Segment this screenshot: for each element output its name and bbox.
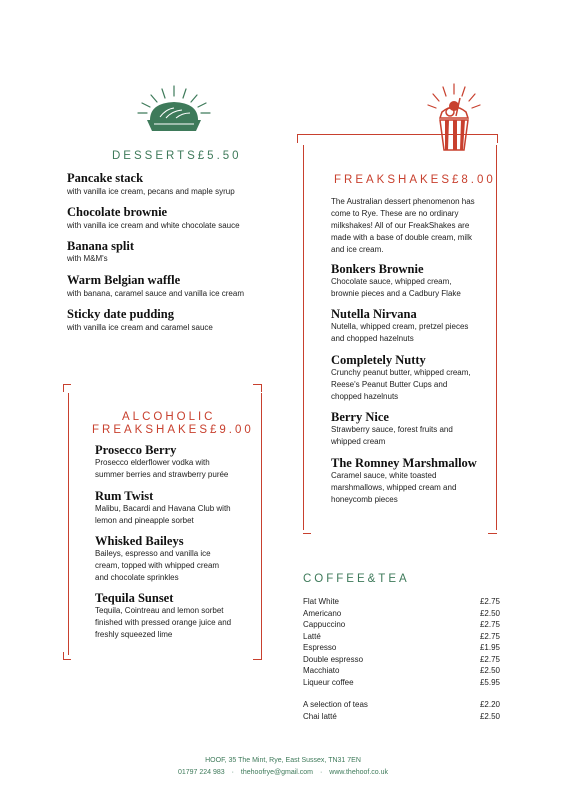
- alcoholic-name: Tequila Sunset: [95, 591, 174, 605]
- coffee-item-name: Flat White: [303, 597, 340, 606]
- alcoholic-name: Whisked Baileys: [95, 534, 184, 548]
- coffee-heading: COFFEE&TEA: [303, 573, 410, 585]
- coffee-item-name: Americano: [303, 609, 342, 618]
- freakshakes-heading: FREAKSHAKES£8.00: [334, 174, 496, 186]
- freakshake-desc: Caramel sauce, white toasted marshmallows, whipped cream and honeycomb pieces: [331, 471, 457, 504]
- freakshake-name: Berry Nice: [331, 410, 389, 424]
- footer-contact: [0, 769, 566, 776]
- dessert-name: Banana split: [67, 239, 135, 253]
- alcoholic-desc: Baileys, espresso and vanilla ice cream, topped with whipped cream and chocolate sprinkles: [95, 549, 220, 582]
- coffee-item-name: A selection of teas: [303, 700, 368, 709]
- milkshake-cup-icon: [426, 82, 482, 154]
- coffee-row: [303, 643, 500, 652]
- coffee-row: [303, 678, 500, 687]
- dessert-desc: with M&M's: [67, 254, 108, 263]
- freakshake-desc: Strawberry sauce, forest fruits and whipped cream: [331, 425, 453, 446]
- footer-separator: ·: [231, 769, 234, 776]
- coffee-item-price: £2.20: [479, 700, 500, 709]
- alcoholic-name: Rum Twist: [95, 489, 154, 503]
- alcoholic-desc: Prosecco elderflower vodka with summer berries and strawberry purée: [95, 458, 229, 479]
- freakshake-desc: Chocolate sauce, whipped cream, brownie pieces and a Cadbury Flake: [331, 277, 461, 298]
- dessert-name: Warm Belgian waffle: [67, 273, 181, 287]
- coffee-item-price: £5.95: [479, 678, 500, 687]
- dessert-name: Pancake stack: [67, 171, 144, 185]
- coffee-item-name: Liqueur coffee: [303, 678, 354, 687]
- coffee-row: [303, 666, 500, 675]
- coffee-item-price: £2.50: [479, 712, 500, 721]
- dessert-name: Sticky date pudding: [67, 307, 174, 321]
- coffee-item-price: £2.75: [479, 597, 500, 606]
- coffee-row: [303, 700, 500, 709]
- alcoholic-heading-line1: ALCOHOLIC: [122, 411, 216, 423]
- coffee-row: [303, 609, 500, 618]
- alcoholic-desc: Malibu, Bacardi and Havana Club with lemon and pineapple sorbet: [95, 504, 231, 525]
- pie-icon: [136, 84, 212, 136]
- footer-separator: ·: [319, 769, 323, 776]
- footer-website[interactable]: www.thehoof.co.uk: [329, 769, 389, 776]
- coffee-item-price: £2.75: [479, 632, 500, 641]
- desserts-heading: DESSERTS£5.50: [112, 150, 242, 162]
- freakshake-name: The Romney Marshmallow: [331, 456, 477, 470]
- coffee-row: [303, 632, 500, 641]
- footer-email[interactable]: thehoofrye@gmail.com: [240, 769, 314, 776]
- coffee-item-price: £2.75: [479, 620, 500, 629]
- coffee-row: [303, 620, 500, 629]
- coffee-item-name: Chai latté: [303, 712, 337, 721]
- alcoholic-desc: Tequila, Cointreau and lemon sorbet finished with pressed orange juice and freshly squeezed lime: [95, 606, 232, 639]
- freakshake-desc: Nutella, whipped cream, pretzel pieces and chopped hazelnuts: [331, 322, 469, 343]
- freakshake-name: Completely Nutty: [331, 353, 426, 367]
- freakshake-desc: Crunchy peanut butter, whipped cream, Reese's Peanut Butter Cups and chopped hazelnuts: [331, 368, 471, 401]
- coffee-item-price: £2.50: [479, 609, 500, 618]
- dessert-desc: with vanilla ice cream and white chocolate sauce: [67, 221, 240, 230]
- freakshakes-intro: The Australian dessert phenomenon has come to Rye. These are no ordinary milkshakes! All of our FreakShakes are made with a base of double cream, milk and ice cream.: [331, 197, 475, 254]
- coffee-item-name: Espresso: [303, 643, 337, 652]
- coffee-item-price: £1.95: [479, 643, 500, 652]
- coffee-item-name: Latté: [303, 632, 321, 641]
- coffee-row: [303, 597, 500, 606]
- dessert-desc: with vanilla ice cream, pecans and maple syrup: [67, 187, 235, 196]
- coffee-item-name: Double espresso: [303, 655, 364, 664]
- coffee-item-name: Cappuccino: [303, 620, 346, 629]
- dessert-name: Chocolate brownie: [67, 205, 168, 219]
- coffee-row: [303, 655, 500, 664]
- coffee-item-price: £2.75: [479, 655, 500, 664]
- alcoholic-heading-line2: FREAKSHAKES£9.00: [92, 424, 254, 436]
- dessert-desc: with banana, caramel sauce and vanilla ice cream: [67, 289, 244, 298]
- footer-phone: 01797 224 983: [177, 769, 225, 776]
- freakshake-name: Nutella Nirvana: [331, 307, 417, 321]
- coffee-item-price: £2.50: [479, 666, 500, 675]
- footer-address: HOOF, 35 The Mint, Rye, East Sussex, TN31 7EN: [205, 757, 361, 764]
- dessert-desc: with vanilla ice cream and caramel sauce: [67, 323, 213, 332]
- freakshake-name: Bonkers Brownie: [331, 262, 424, 276]
- coffee-item-name: Macchiato: [303, 666, 340, 675]
- coffee-row: [303, 712, 500, 721]
- alcoholic-name: Prosecco Berry: [95, 443, 177, 457]
